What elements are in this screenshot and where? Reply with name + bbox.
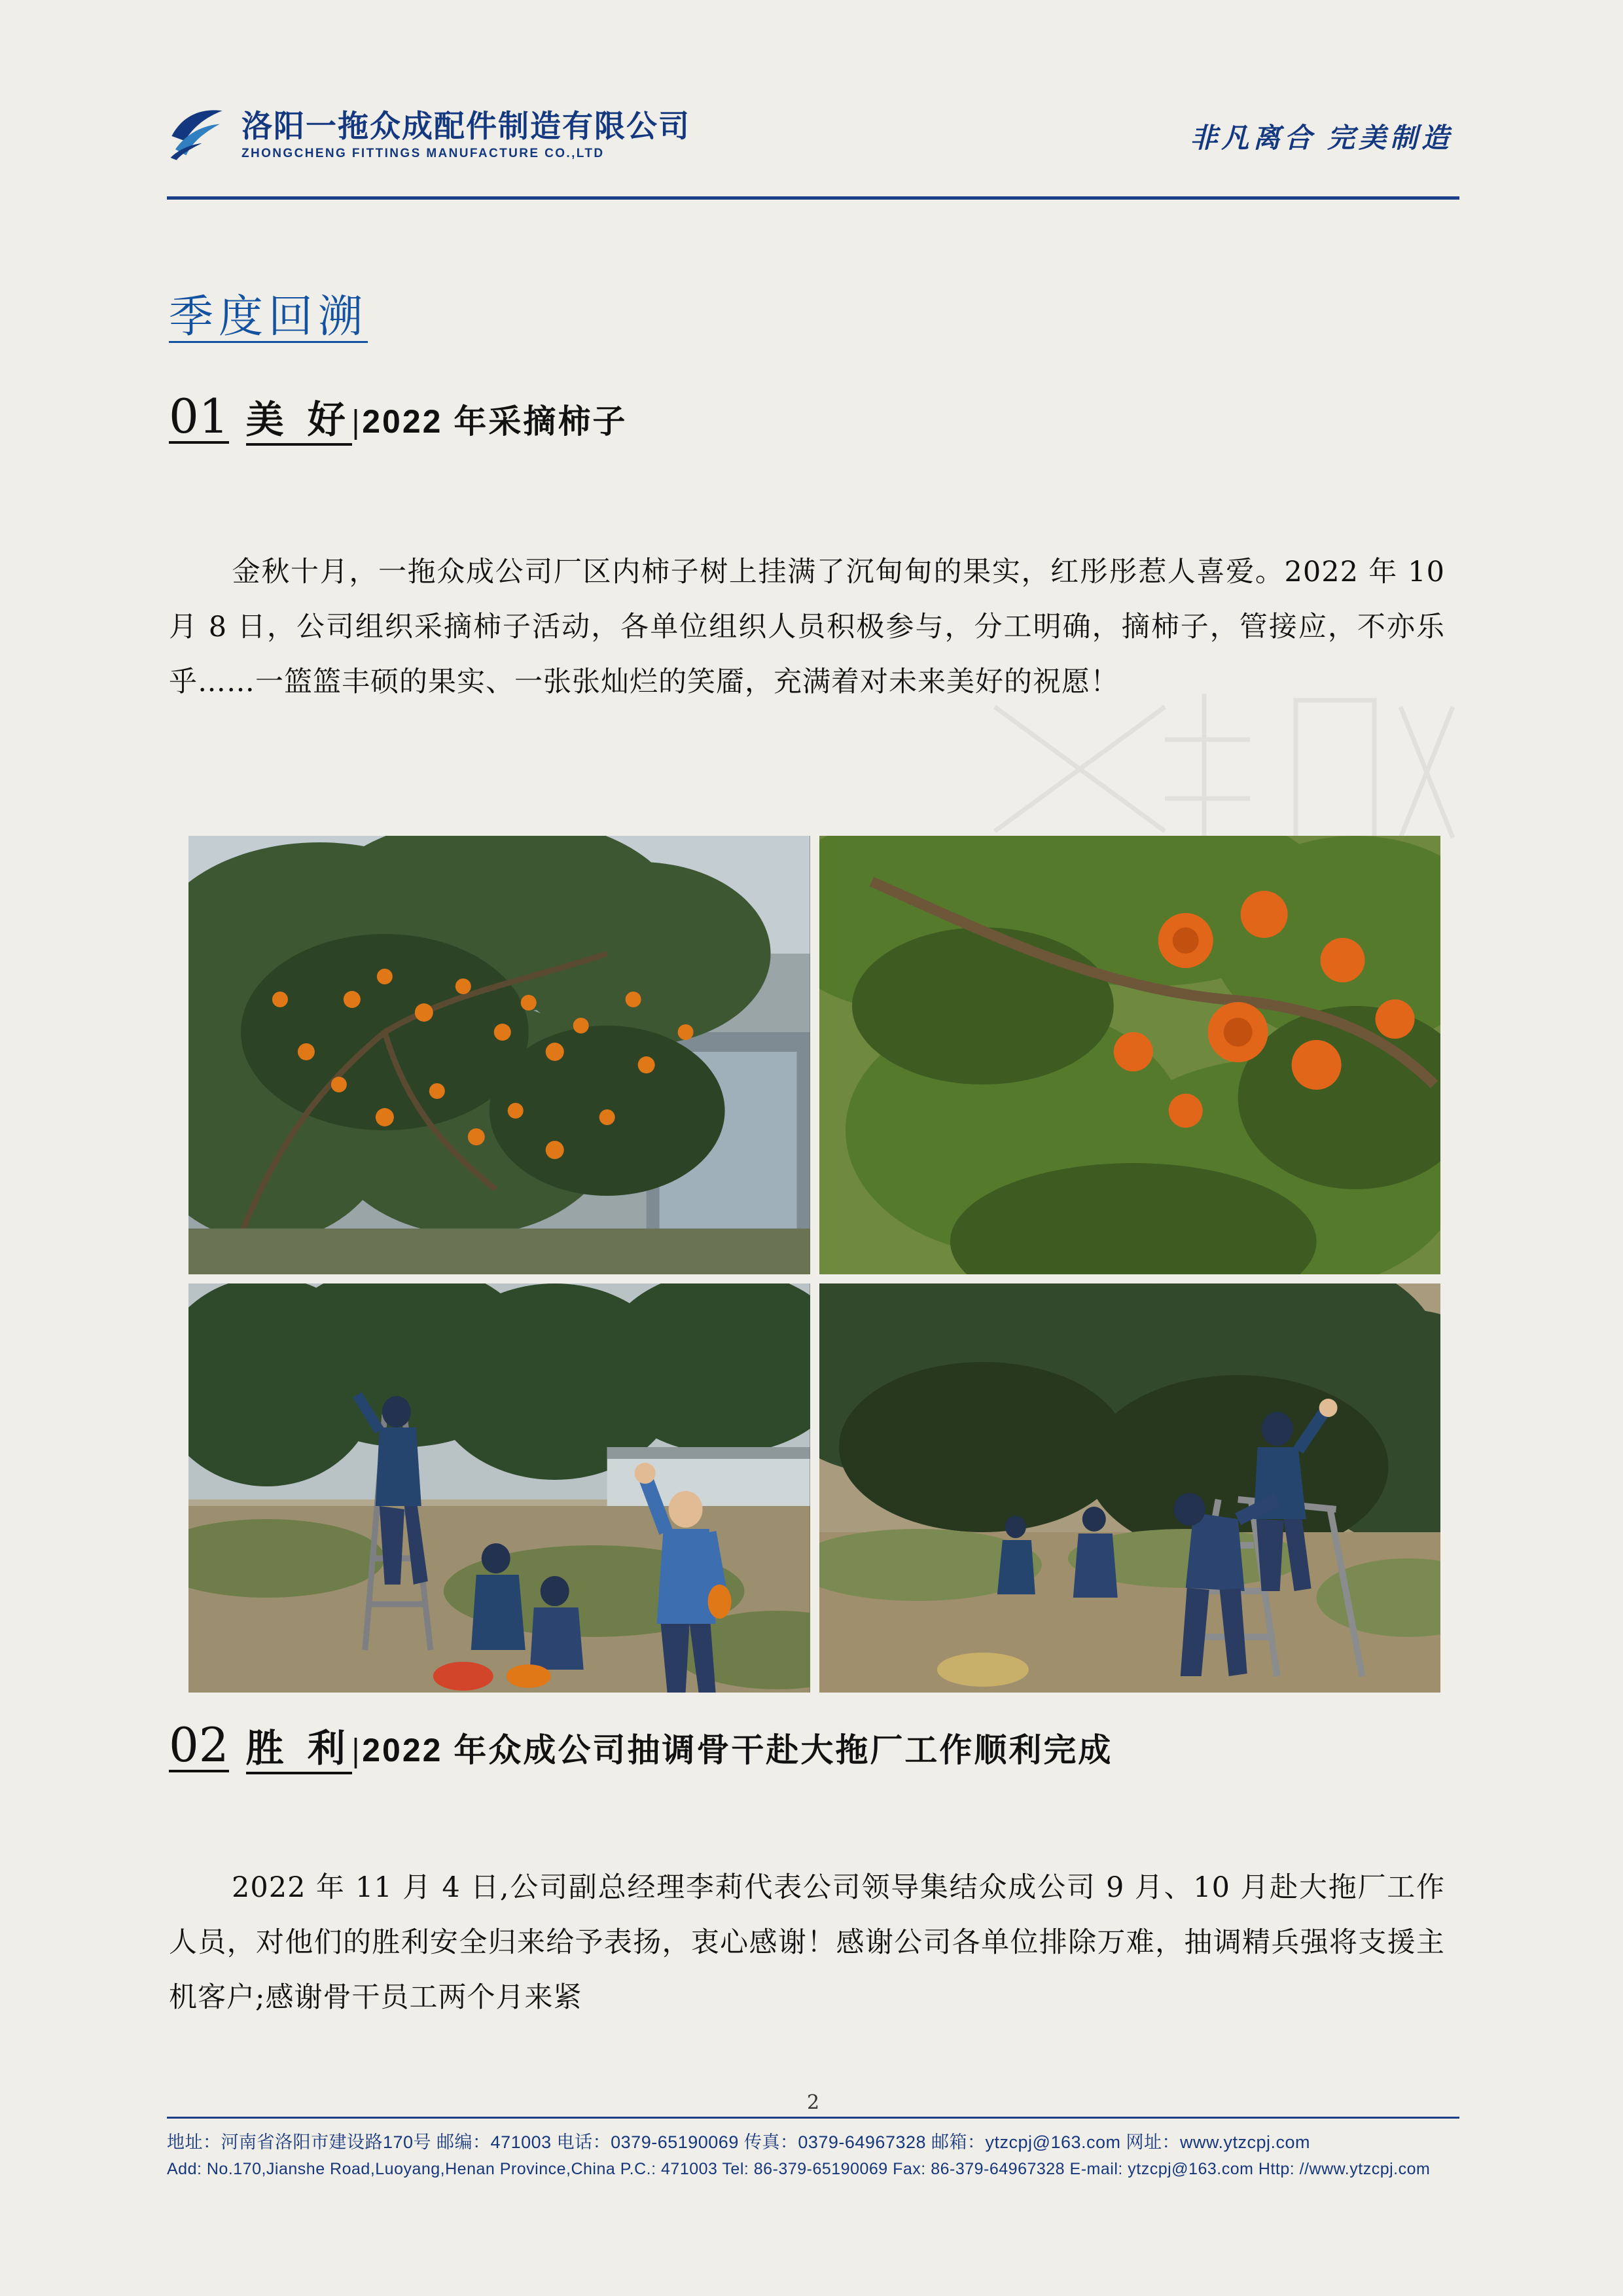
footer-divider xyxy=(167,2117,1459,2119)
article-02-number: 02 xyxy=(169,1717,229,1772)
section-title: 季度回溯 xyxy=(169,291,368,343)
logo-swoosh-icon xyxy=(167,105,227,165)
company-logo xyxy=(167,105,690,165)
article-01-body-text: 金秋十月，一拖众成公司厂区内柿子树上挂满了沉甸甸的果实，红彤彤惹人喜爱。2022 年 10 月 8 日，公司组织采摘柿子活动，各单位组织人员积极参与，分工明确，摘柿子，管接应，不亦乐乎……一篮篮丰硕的果实、一张张灿烂的笑靥，充满着对未来美好的祝愿！ xyxy=(169,556,1445,698)
article-01-number: 01 xyxy=(169,389,229,444)
article-02-separator: | xyxy=(351,1732,360,1769)
article-01-keyword: 美 好 xyxy=(246,401,352,446)
article-02-keyword: 胜 利 xyxy=(246,1730,352,1774)
page-footer xyxy=(167,2091,1459,2182)
article-02-body-text: 2022 年 11 月 4 日,公司副总经理李莉代表公司领导集结众成公司 9 月、10 月赴大拖厂工作人员，对他们的胜利安全归来给予表扬，衷心感谢！感谢公司各单位排除万难，抽调精兵强将支援主机客户;感谢骨干员工两个月来紧 xyxy=(169,1871,1445,2014)
photo-persimmon-tree xyxy=(188,836,810,1274)
article-02-title: 2022 年众成公司抽调骨干赴大拖厂工作顺利完成 xyxy=(362,1732,1113,1768)
article-01-separator: | xyxy=(351,403,360,440)
article-01-body xyxy=(169,545,1445,710)
photo-stepladder-picking xyxy=(819,1283,1441,1693)
logo-company-name-cn: 洛阳一拖众成配件制造有限公司 xyxy=(241,108,690,143)
page-header xyxy=(167,98,1459,200)
article-02-heading xyxy=(169,1717,1113,1774)
header-slogan: 非凡离合 完美制造 xyxy=(1190,122,1453,153)
photo-persimmon-closeup xyxy=(819,836,1441,1274)
page-number: 2 xyxy=(806,2091,820,2114)
footer-contact-en: Add: No.170,Jianshe Road,Luoyang,Henan Province,China P.C.: 471003 Tel: 86-379-65190069 Fax: 86-379-64967328 E-mail: ytzcpj@163.com Http: //www.ytzcpj.com xyxy=(167,2159,1431,2178)
article-01-title: 2022 年采摘柿子 xyxy=(362,403,628,440)
photo-grid xyxy=(188,836,1440,1693)
footer-contact-cn: 地址：河南省洛阳市建设路170号 邮编：471003 电话：0379-65190069 传真：0379-64967328 邮箱：ytzcpj@163.com 网址：www.ytzcpj.com xyxy=(167,2132,1311,2152)
logo-company-name-en: ZHONGCHENG FITTINGS MANUFACTURE CO.,LTD xyxy=(241,146,605,160)
article-02-body xyxy=(169,1861,1445,2026)
photo-workers-picking xyxy=(188,1283,810,1693)
logo-text xyxy=(241,108,690,160)
article-01-heading xyxy=(169,389,628,446)
